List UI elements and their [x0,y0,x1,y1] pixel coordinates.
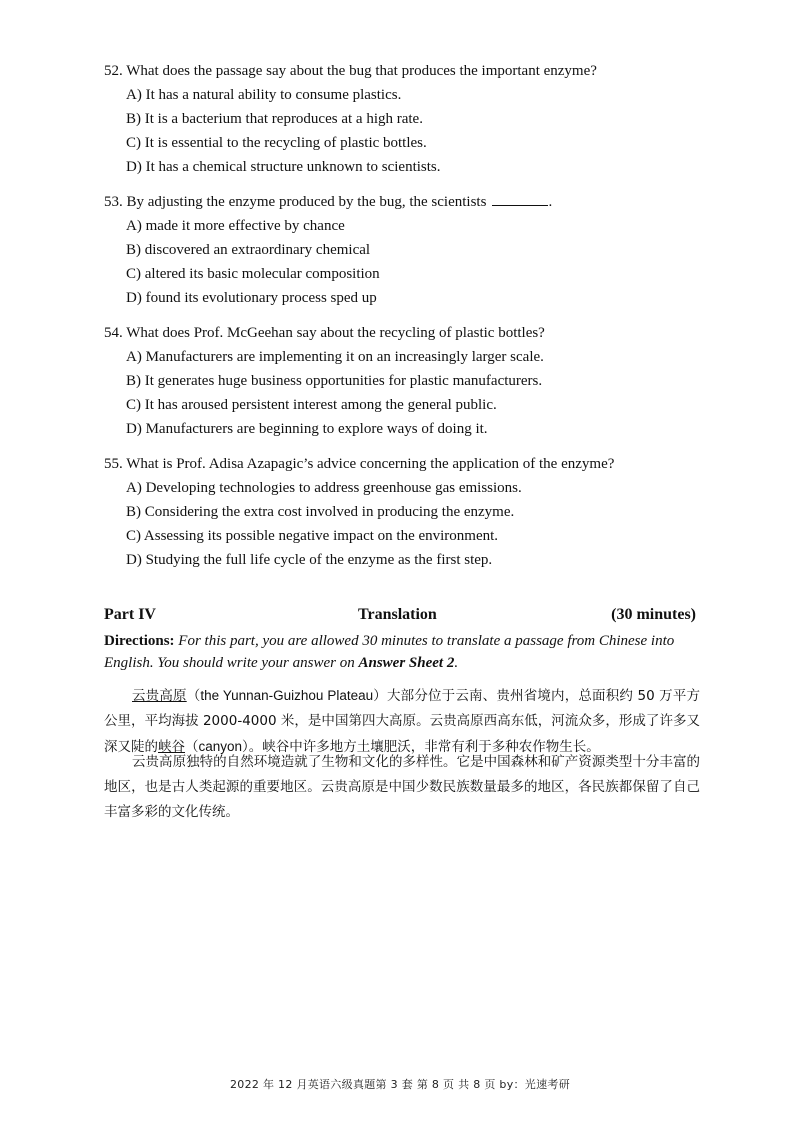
directions-end: . [454,655,459,671]
directions-text: For this part, you are allowed 30 minutes to translate a passage from Chinese into English. You should write your answer on [104,633,675,671]
option-a: A) Developing technologies to address greenhouse gas emissions. [126,480,522,496]
question-stem: 55. What is Prof. Adisa Azapagic’s advice concerning the application of the enzyme? [104,456,615,472]
option-d: D) Manufacturers are beginning to explore ways of doing it. [126,421,488,437]
passage-paragraph-1 [104,683,700,760]
option-c: C) Assessing its possible negative impact on the environment. [126,528,499,544]
part-header [104,602,696,628]
option-c: C) It has aroused persistent interest among the general public. [126,397,497,413]
question-stem: 54. What does Prof. McGeehan say about the recycling of plastic bottles? [104,325,545,341]
option-d: D) found its evolutionary process sped up [126,290,377,306]
question-stem-text: 53. By adjusting the enzyme produced by the bug, the scientists [104,194,487,210]
option-b: B) Considering the extra cost involved in producing the enzyme. [126,504,515,520]
question-55 [104,452,704,572]
part-time: (30 minutes) [611,606,696,623]
option-b: B) discovered an extraordinary chemical [126,242,371,258]
directions [104,630,704,674]
question-stem-end: . [548,194,553,210]
directions-label: Directions: [104,633,175,649]
option-d: D) It has a chemical structure unknown to scientists. [126,159,441,175]
passage-text: 大部分位于云南、贵州省境内，总面积约 50 万平方公里，平均海拔 2000-4000 米，是中国第四大高原。云贵高原西高东低，河流众多，形成了许多又深又陡的 [104,688,701,755]
passage-paragraph-2: 云贵高原独特的自然环境造就了生物和文化的多样性。它是中国森林和矿产资源类型十分丰富的地区，也是古人类起源的重要地区。云贵高原是中国少数民族数量最多的地区，各民族都保留了自己丰富多彩的文化传统。 [104,754,700,820]
passage-text: 。峡谷中许多地方土壤肥沃，非常有利于多种农作物生长。 [248,739,600,755]
answer-sheet-ref: Answer Sheet 2 [358,655,455,671]
question-stem: 52. What does the passage say about the bug that produces the important enzyme? [104,63,597,79]
answer-blank [492,191,548,206]
gloss-canyon: （canyon） [185,739,249,754]
question-stem [104,190,704,214]
page-footer: 2022 年 12 月英语六级真题第 3 套 第 8 页 共 8 页 by：光速考研 [229,1078,571,1091]
option-a: A) made it more effective by chance [126,218,345,234]
part-label: Part IV [104,606,156,623]
option-b: B) It is a bacterium that reproduces at a high rate. [126,111,423,127]
option-d: D) Studying the full life cycle of the enzyme as the first step. [126,552,493,568]
question-52 [104,59,704,179]
option-c: C) altered its basic molecular composition [126,266,380,282]
option-b: B) It generates huge business opportunities for plastic manufacturers. [126,373,543,389]
term-canyon: 峡谷 [158,739,185,755]
question-54 [104,321,704,441]
option-c: C) It is essential to the recycling of plastic bottles. [126,135,427,151]
part-title: Translation [358,606,437,623]
question-53 [104,190,704,310]
option-a: A) It has a natural ability to consume plastics. [126,87,402,103]
term-yunnan-guizhou: 云贵高原 [132,688,187,704]
option-a: A) Manufacturers are implementing it on an increasingly larger scale. [126,349,544,365]
gloss-yunnan-guizhou: （the Yunnan-Guizhou Plateau） [186,688,387,703]
